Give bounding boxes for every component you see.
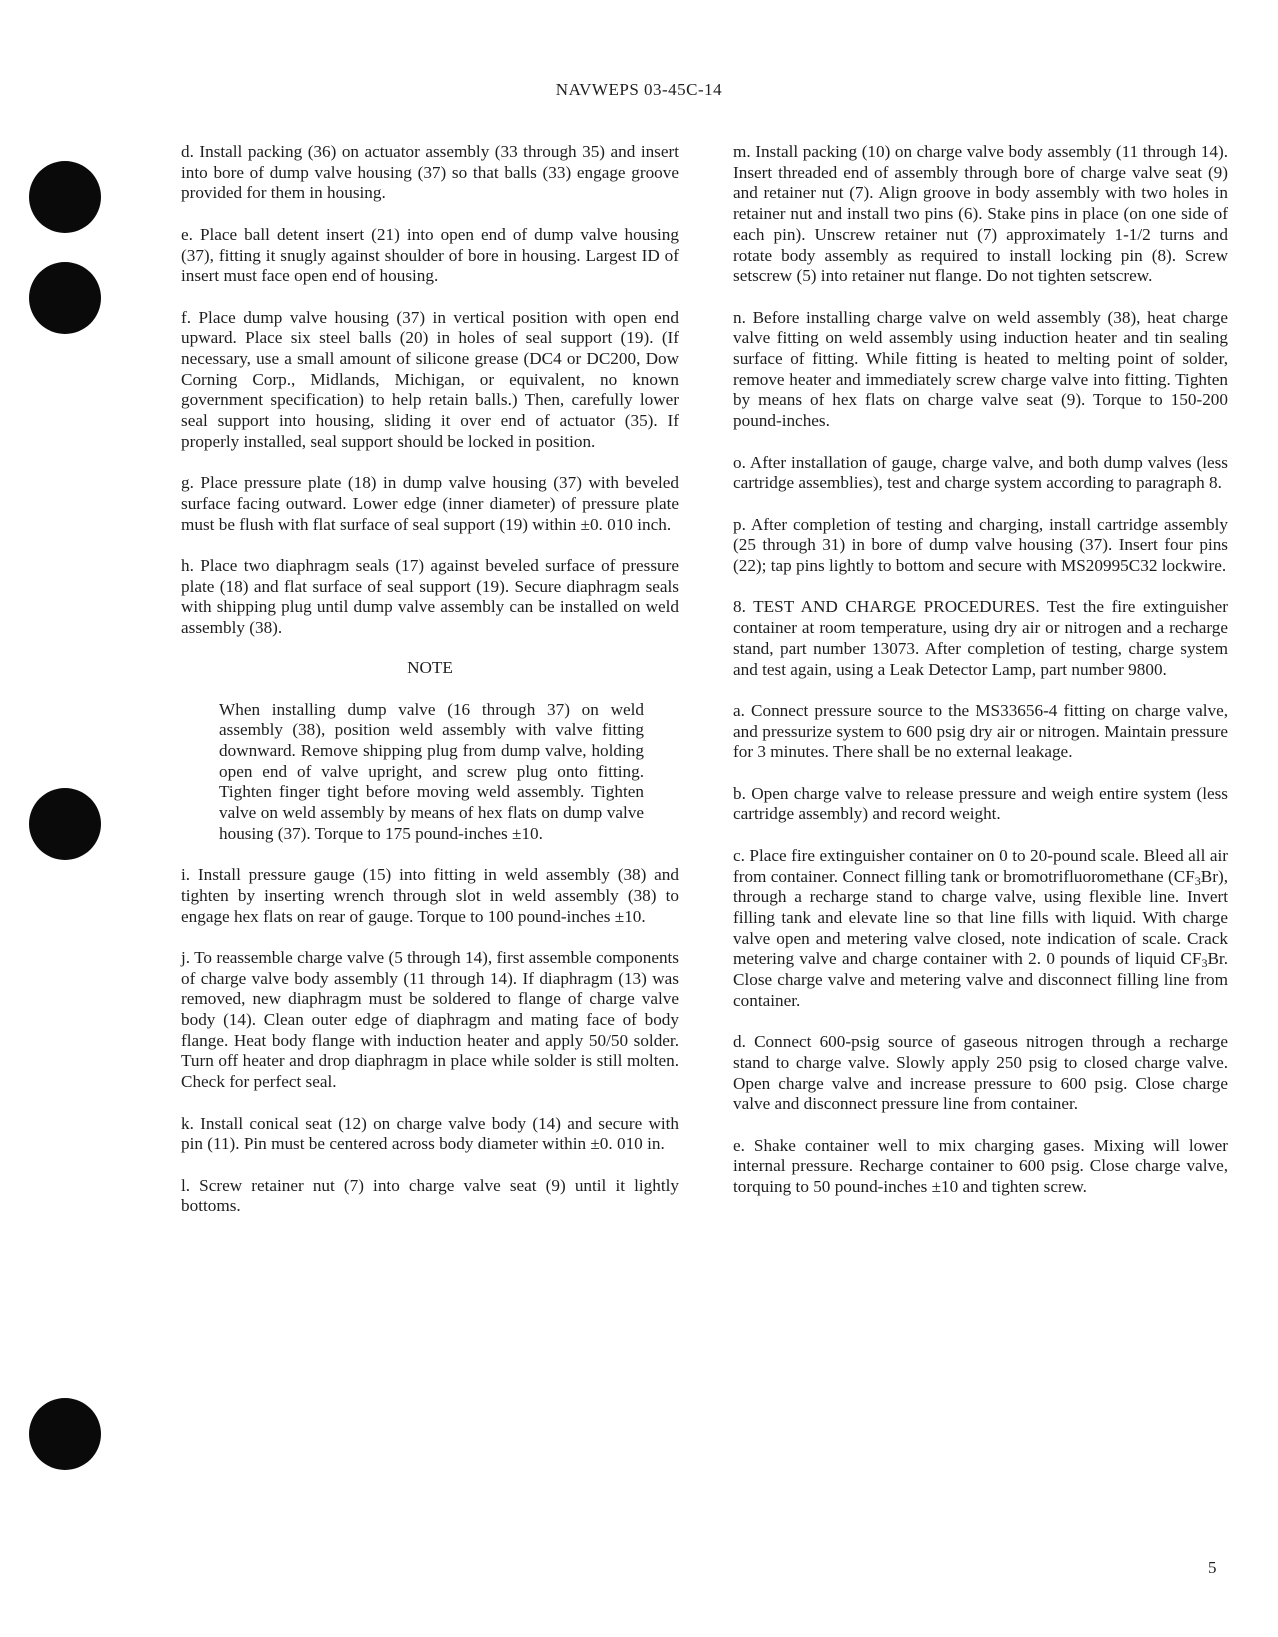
paragraph-8b: b. Open charge valve to release pressure and weigh entire system (less cartridge assembly) and record weight. (733, 783, 1228, 824)
document-number-header: NAVWEPS 03-45C-14 (555, 80, 723, 99)
binder-hole (29, 262, 101, 334)
left-text-column (181, 142, 679, 1217)
right-text-column (733, 142, 1228, 1198)
paragraph-k: k. Install conical seat (12) on charge valve body (14) and secure with pin (11). Pin must be centered across body diameter within ±0. 010 in. (181, 1113, 679, 1154)
paragraph-l: l. Screw retainer nut (7) into charge valve seat (9) until it lightly bottoms. (181, 1175, 679, 1216)
page-number: 5 (1208, 1558, 1217, 1577)
note-heading: NOTE (407, 657, 453, 677)
subscript-3: 3 (1194, 873, 1201, 888)
subscript-3: 3 (1201, 956, 1208, 971)
binder-hole (29, 1398, 101, 1470)
paragraph-8e: e. Shake container well to mix charging gases. Mixing will lower internal pressure. Recharge container to 600 psig. Close charge valve, torquing to 50 pound-inches ±10 and tighten screw. (733, 1135, 1228, 1197)
paragraph-e: e. Place ball detent insert (21) into open end of dump valve housing (37), fitting it snugly against shoulder of bore in housing. Largest ID of insert must face open end of housing. (181, 224, 679, 286)
binder-hole (29, 161, 101, 233)
paragraph-8c-part2: Br), through a recharge stand to charge valve, using flexible line. Invert filling tank and elevate line so that line fills with liquid. With charge valve open and metering valve closed, note indication of scale. Crack metering valve and charge container with 2. 0 pounds of liquid CF (733, 866, 1228, 969)
paragraph-j: j. To reassemble charge valve (5 through 14), first assemble components of charge valve body assembly (11 through 14). If diaphragm (13) was removed, new diaphragm must be soldered to flange of charge valve body (14). Clean outer edge of diaphragm and mating face of body flange. Heat body flange with induction heater and apply 50/50 solder. Turn off heater and drop diaphragm in place while solder is still molten. Check for perfect seal. (181, 947, 679, 1092)
paragraph-d: d. Install packing (36) on actuator assembly (33 through 35) and insert into bore of dump valve housing (37) so that balls (33) engage groove provided for them in housing. (181, 142, 679, 203)
paragraph-8c-part3: Br. Close charge valve and metering valve and disconnect filling line from container. (733, 949, 1228, 1010)
paragraph-8a: a. Connect pressure source to the MS33656-4 fitting on charge valve, and pressurize system to 600 psig dry air or nitrogen. Maintain pressure for 3 minutes. There shall be no external leakage. (733, 700, 1228, 762)
paragraph-g: g. Place pressure plate (18) in dump valve housing (37) with beveled surface facing outward. Lower edge (inner diameter) of pressure plate must be flush with flat surface of seal support (19) within ±0. 010 inch. (181, 473, 679, 534)
paragraph-p: p. After completion of testing and charging, install cartridge assembly (25 through 31) in bore of dump valve housing (37). Insert four pins (22); tap pins lightly to bottom and secure with MS20995C32 lockwire. (733, 514, 1228, 576)
section-8-test-and-charge: 8. TEST AND CHARGE PROCEDURES. Test the fire extinguisher container at room temperature, using dry air or nitrogen and a recharge stand, part number 13073. After completion of testing, charge system and test again, using a Leak Detector Lamp, part number 9800. (733, 597, 1228, 679)
paragraph-8c (733, 846, 1228, 1012)
paragraph-8d: d. Connect 600-psig source of gaseous nitrogen through a recharge stand to charge valve. Slowly apply 250 psig to closed charge valve. Open charge valve and increase pressure to 600 psig. Close charge valve and disconnect pressure line from container. (733, 1032, 1228, 1114)
paragraph-o: o. After installation of gauge, charge valve, and both dump valves (less cartridge assemblies), test and charge system according to paragraph 8. (733, 452, 1228, 493)
paragraph-i: i. Install pressure gauge (15) into fitting in weld assembly (38) and tighten by inserting wrench through slot in weld assembly (38) to engage hex flats on rear of gauge. Torque to 100 pound-inches ±10. (181, 865, 679, 926)
paragraph-8c-part1: c. Place fire extinguisher container on 0 to 20-pound scale. Bleed all air from container. Connect filling tank or bromotrifluoromethane (CF (733, 845, 1228, 886)
paragraph-f: f. Place dump valve housing (37) in vertical position with open end upward. Place six steel balls (20) in holes of seal support (19). (If necessary, use a small amount of silicone grease (DC4 or DC200, Dow Corning Corp., Midlands, Michigan, or equivalent, no known government specification) to help retain balls.) Then, carefully lower seal support into housing, sliding it over end of actuator (35). If properly installed, seal support should be locked in position. (181, 307, 679, 451)
paragraph-n: n. Before installing charge valve on weld assembly (38), heat charge valve fitting on weld assembly using induction heater and tin sealing surface of fitting. While fitting is heated to melting point of solder, remove heater and immediately screw charge valve into fitting. Tighten by means of hex flats on charge valve seat (9). Torque to 150-200 pound-inches. (733, 307, 1228, 431)
binder-hole (29, 788, 101, 860)
paragraph-h: h. Place two diaphragm seals (17) against beveled surface of pressure plate (18) and flat surface of seal support (19). Secure diaphragm seals with shipping plug until dump valve assembly can be installed on weld assembly (38). (181, 556, 679, 638)
paragraph-m: m. Install packing (10) on charge valve body assembly (11 through 14). Insert threaded end of assembly through bore of charge valve seat (9) and retainer nut (7). Align groove in body assembly with two holes in retainer nut and install two pins (6). Stake pins in place (on one side of each pin). Unscrew retainer nut (7) approximately 1-1/2 turns and rotate body assembly as required to install locking pin (8). Screw setscrew (5) into retainer nut flange. Do not tighten setscrew. (733, 142, 1228, 286)
note-text: When installing dump valve (16 through 37) on weld assembly (38), position weld assembly with valve fitting downward. Remove shipping plug from dump valve, holding open end of valve upright, and screw plug onto fitting. Tighten finger tight before moving weld assembly. Tighten valve on weld assembly by means of hex flats on dump valve housing (37). Torque to 175 pound-inches ±10. (219, 699, 644, 843)
